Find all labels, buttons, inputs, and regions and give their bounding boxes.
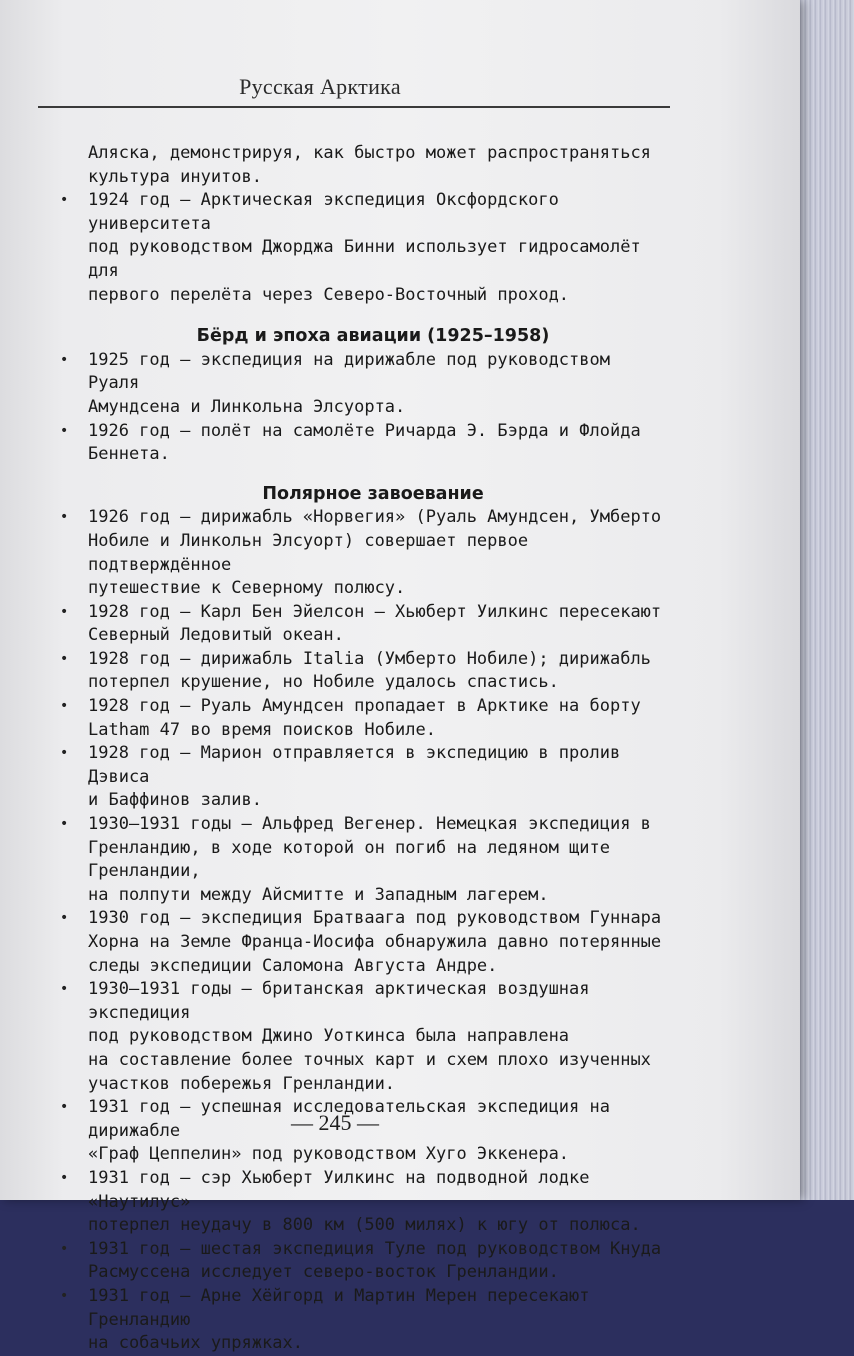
list-item-line: 1930–1931 годы – Альфред Вегенер. Немецкая экспедиция в	[88, 814, 651, 835]
bullet-icon: •	[60, 1240, 69, 1257]
list-item-line: 1930 год – экспедиция Братваага под руководством Гуннара	[88, 908, 662, 929]
list-item-line: 1924 год – Арктическая экспедиция Оксфордского университета	[88, 190, 559, 234]
list-item-line: под руководством Джино Уоткинса была направлена	[88, 1026, 570, 1047]
list-item-line: Хорна на Земле Франца-Иосифа обнаружила давно потерянные	[88, 932, 662, 952]
bullet-icon: •	[60, 1287, 69, 1304]
list-item	[58, 420, 668, 467]
list-item-line: участков побережья Гренландии.	[88, 1073, 396, 1094]
bullet-icon: •	[60, 351, 69, 368]
paragraph-line: Аляска, демонстрируя, как быстро может распространяться	[88, 143, 651, 163]
list-item-line: потерпел неудачу в 800 км (500 милях) к югу от полюса.	[88, 1215, 641, 1236]
header-rule	[38, 106, 670, 108]
section-heading: Полярное завоевание	[262, 483, 484, 504]
bullet-icon: •	[60, 816, 69, 833]
bullet-icon: •	[60, 981, 69, 998]
list-item-line: Нобиле и Линкольн Элсуорт) совершает первое подтверждённое	[88, 530, 529, 575]
list-item	[58, 648, 668, 695]
bullet-icon: •	[60, 1099, 69, 1116]
page-body	[58, 142, 668, 1356]
list-item-line: Гренландию, в ходе которой он погиб на ледяном щите Гренландии,	[88, 837, 610, 882]
bullet-icon: •	[60, 422, 69, 439]
list-item-line: 1928 год – дирижабль Italia (Умберто Нобиле); дирижабль	[88, 648, 651, 669]
list-item	[58, 813, 668, 907]
page-number: — 245 —	[291, 1110, 379, 1135]
list-item	[58, 695, 668, 742]
list-item-line: потерпел крушение, но Нобиле удалось спастись.	[88, 672, 559, 693]
section-heading: Бёрд и эпоха авиации (1925–1958)	[196, 326, 550, 347]
list-item-line: 1928 год – Карл Бен Эйелсон – Хьюберт Уилкинс пересекают	[88, 601, 662, 622]
list-item-line: 1926 год – полёт на самолёте Ричарда Э. Бэрда и Флойда Беннета.	[88, 420, 641, 465]
list-item-line: 1931 год – Арне Хёйгорд и Мартин Мерен пересекают Гренландию	[88, 1285, 590, 1330]
section-spacer	[58, 307, 668, 325]
bullet-icon: •	[60, 910, 69, 927]
list-item-line: «Граф Цеппелин» под руководством Хуго Эккенера.	[88, 1144, 570, 1165]
list-item-line: путешествие к Северному полюсу.	[88, 578, 406, 599]
list-item	[58, 742, 668, 813]
list-item-line: Северный Ледовитый океан.	[88, 625, 344, 646]
list-item-line: 1928 год – Марион отправляется в экспедицию в пролив Дэвиса	[88, 743, 621, 787]
list-item-line: первого перелёта через Северо-Восточный проход.	[88, 284, 570, 305]
bullet-icon: •	[60, 192, 69, 209]
list-item-line: под руководством Джорджа Бинни использует гидросамолёт для	[88, 237, 641, 281]
list-item-line: на составление более точных карт и схем плохо изученных	[88, 1049, 651, 1070]
bullet-icon: •	[60, 1169, 69, 1186]
list-item-line: 1931 год – шестая экспедиция Туле под руководством Кнуда	[88, 1238, 662, 1259]
list-item	[58, 349, 668, 420]
section-spacer	[58, 467, 668, 483]
list-item	[58, 506, 668, 600]
continued-paragraph	[58, 142, 668, 189]
list-item-line: 1931 год – успешная исследовательская экспедиция на дирижабле	[88, 1097, 610, 1141]
list-item-line: Latham 47 во время поисков Нобиле.	[88, 719, 436, 740]
list-item-line: 1930–1931 годы – британская арктическая воздушная экспедиция	[88, 979, 590, 1023]
list-item	[58, 907, 668, 978]
bullet-icon: •	[60, 745, 69, 762]
list-item	[58, 978, 668, 1096]
list-item-line: следы экспедиции Саломона Августа Андре.	[88, 955, 498, 976]
list-item-line: на полпути между Айсмитте и Западным лагерем.	[88, 884, 549, 905]
running-title: Русская Арктика	[239, 74, 401, 99]
list-item-line: 1928 год – Руаль Амундсен пропадает в Арктике на борту	[88, 696, 641, 717]
bullet-icon: •	[60, 603, 69, 620]
bullet-icon: •	[60, 509, 69, 526]
list-item-line: Расмуссена исследует северо-восток Гренландии.	[88, 1262, 559, 1283]
bullet-icon: •	[60, 698, 69, 715]
list-item-line: Амундсена и Линкольна Элсуорта.	[88, 396, 406, 417]
list-item	[58, 189, 668, 307]
list-item-line: 1925 год – экспедиция на дирижабле под руководством Руаля	[88, 349, 610, 394]
list-item-line: 1926 год – дирижабль «Норвегия» (Руаль Амундсен, Умберто	[88, 507, 662, 528]
list-item	[58, 1285, 668, 1356]
list-item	[58, 601, 668, 648]
list-item	[58, 1167, 668, 1238]
list-item	[58, 1238, 668, 1285]
paragraph-line: культура инуитов.	[88, 166, 262, 187]
list-item-line: 1931 год – сэр Хьюберт Уилкинс на подводной лодке «Наутилус»	[88, 1167, 590, 1212]
bullet-icon: •	[60, 650, 69, 667]
list-item-line: на собачьих упряжках.	[88, 1333, 303, 1354]
list-item-line: и Баффинов залив.	[88, 790, 262, 811]
